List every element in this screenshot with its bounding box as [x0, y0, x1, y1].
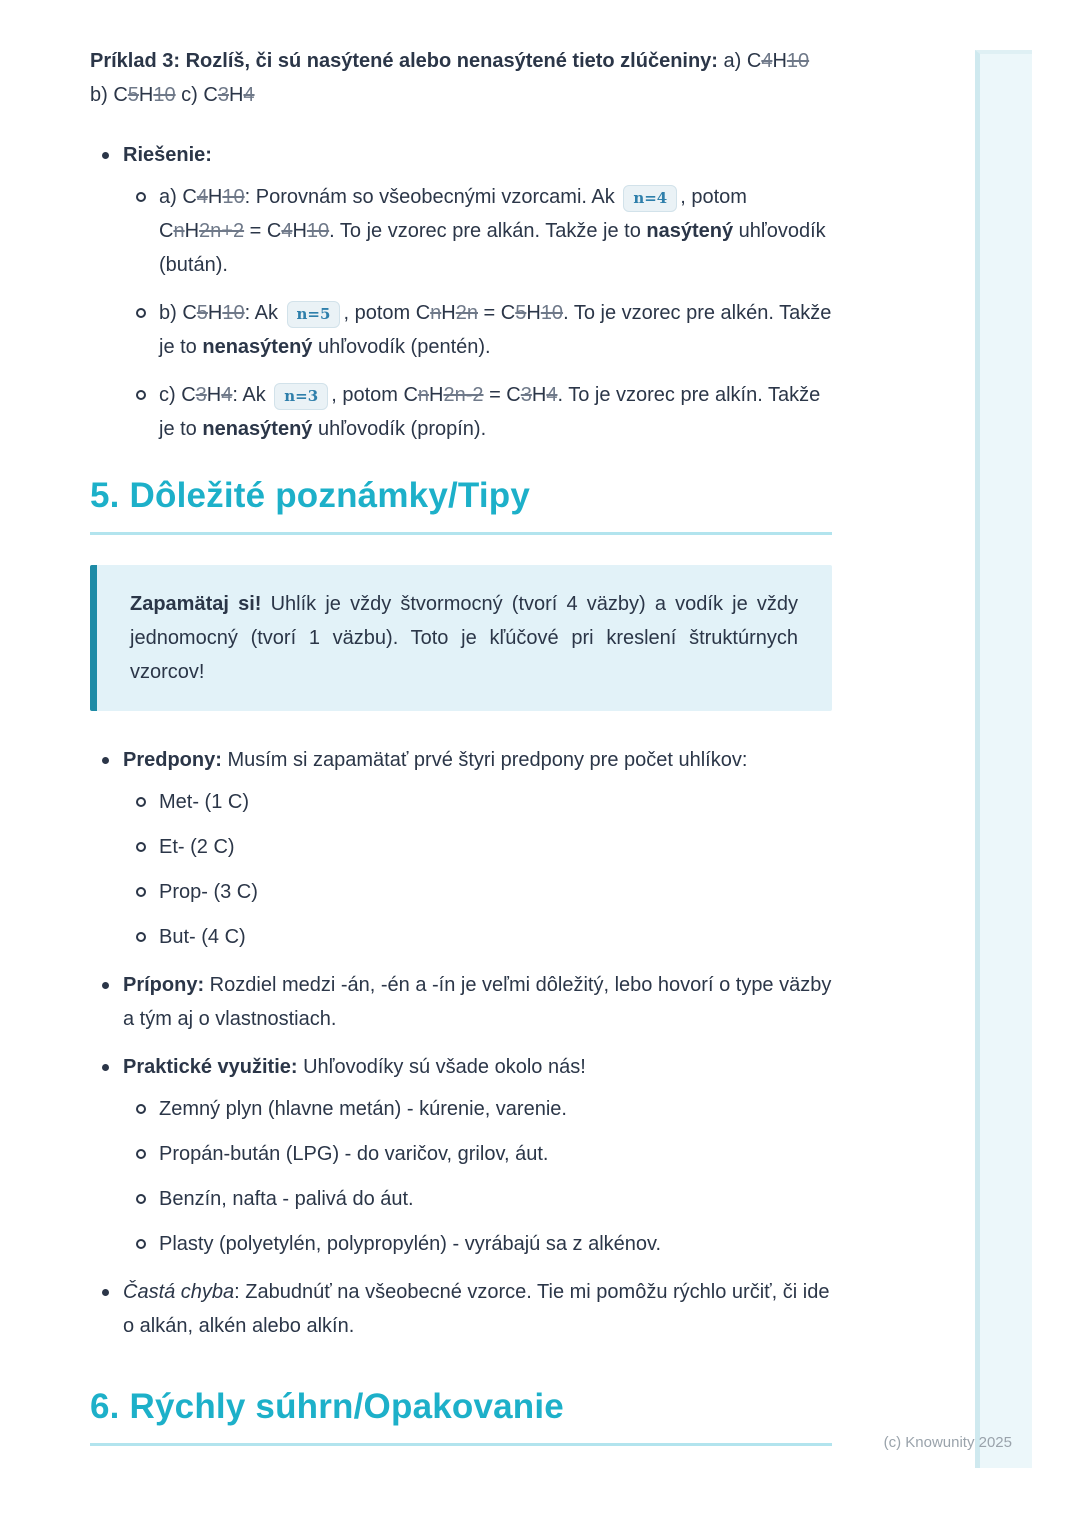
text-segment: 2n-2 — [443, 384, 484, 406]
solution-item — [123, 138, 832, 446]
text-segment: nenasýtený — [202, 418, 313, 440]
list-item — [159, 1182, 832, 1216]
tip-callout — [90, 565, 832, 711]
text-segment: H — [184, 220, 200, 242]
text-segment: 5 — [196, 302, 208, 324]
text-segment: 5 — [127, 84, 139, 106]
page-edge-decoration — [975, 50, 1032, 1468]
section-6-heading: 6. Rýchly súhrn/Opakovanie — [90, 1387, 832, 1446]
text-segment: 4 — [281, 220, 293, 242]
text-segment: H — [526, 302, 541, 324]
text-segment: H — [429, 384, 444, 406]
text-segment: 4 — [546, 384, 558, 406]
note-text — [123, 743, 832, 777]
math-chip: n=5 — [287, 301, 341, 328]
text-segment: Zapamätaj si! — [130, 593, 262, 615]
prefix-text: Prop- (3 C) — [159, 881, 258, 903]
note-text — [123, 1050, 832, 1084]
solution-label — [123, 138, 832, 172]
text-segment: uhľovodík (bután). — [159, 220, 826, 276]
list-item — [159, 920, 832, 954]
usage-text: Zemný plyn (hlavne metán) - kúrenie, varenie. — [159, 1098, 567, 1120]
copyright-footer: (c) Knowunity 2025 — [883, 1434, 1012, 1451]
text-segment: H — [292, 220, 307, 242]
usage-text: Benzín, nafta - palivá do áut. — [159, 1188, 414, 1210]
note-item-casta-chyba — [123, 1275, 832, 1343]
text-segment: 10 — [153, 84, 176, 106]
usage-text: Plasty (polyetylén, polypropylén) - vyrábajú sa z alkénov. — [159, 1233, 662, 1255]
text-segment: c) C — [175, 84, 218, 106]
prefix-text: Et- (2 C) — [159, 836, 235, 858]
text-segment: a) C — [159, 186, 197, 208]
text-segment: nenasýtený — [202, 336, 313, 358]
solution-step-text — [159, 180, 832, 282]
math-chip: n=3 — [274, 383, 328, 410]
text-segment: Predpony: — [123, 749, 222, 771]
text-segment: 10 — [222, 186, 245, 208]
text-segment: b) C — [90, 84, 128, 106]
text-segment: 10 — [540, 302, 564, 324]
list-item — [159, 1227, 832, 1261]
note-text — [123, 968, 832, 1036]
usage-text: Propán-bután (LPG) - do varičov, grilov, áut. — [159, 1143, 549, 1165]
text-segment: 4 — [761, 50, 773, 72]
text-segment: . To je vzorec pre alkén. Takže je to — [159, 302, 832, 358]
math-chip: n=4 — [623, 185, 677, 212]
text-segment: c) C — [159, 384, 196, 406]
list-item — [159, 1092, 832, 1126]
text-segment: H — [138, 84, 154, 106]
list-item — [159, 830, 832, 864]
callout-text — [130, 587, 798, 689]
text-segment: 3 — [217, 84, 229, 106]
text-segment: : Ak — [232, 384, 272, 406]
text-segment: 5 — [515, 302, 527, 324]
text-segment: H — [207, 186, 223, 208]
text-segment: 2n — [455, 302, 478, 324]
text-segment: Častá chyba — [123, 1281, 235, 1303]
text-segment: : Porovnám so všeobecnými vzorcami. Ak — [244, 186, 621, 208]
prefix-list — [123, 785, 832, 954]
text-segment: , potom C — [331, 384, 418, 406]
text-segment: nasýtený — [646, 220, 734, 242]
solution-step-text — [159, 296, 832, 364]
list-item — [159, 875, 832, 909]
text-segment: Uhľovodíky sú všade okolo nás! — [297, 1056, 586, 1078]
text-segment: 4 — [221, 384, 233, 406]
solution-step-a — [159, 180, 832, 282]
text-segment: Praktické využitie: — [123, 1056, 298, 1078]
text-segment: , potom C — [343, 302, 431, 324]
text-segment: . To je vzorec pre alkán. Takže je to — [329, 220, 647, 242]
note-item-pripony — [123, 968, 832, 1036]
usage-list — [123, 1092, 832, 1261]
note-item-predpony — [123, 743, 832, 954]
text-segment: 3 — [195, 384, 207, 406]
page-content — [90, 44, 832, 1446]
text-segment: H — [772, 50, 787, 72]
text-segment: 10 — [786, 50, 810, 72]
solution-steps-list — [123, 180, 832, 446]
text-segment: : Zabudnúť na všeobecné vzorce. Tie mi pomôžu rýchlo určiť, či ide o alkán, alkén alebo alkín. — [123, 1281, 830, 1337]
list-item — [159, 785, 832, 819]
text-segment: b) C — [159, 302, 197, 324]
text-segment: H — [207, 302, 223, 324]
text-segment: = C — [483, 384, 521, 406]
text-segment: 3 — [520, 384, 532, 406]
text-segment: Príklad 3: Rozlíš, či sú nasýtené alebo nenasýtené tieto zlúčeniny: — [90, 50, 718, 72]
text-segment: 4 — [196, 186, 208, 208]
text-segment: Riešenie: — [123, 144, 212, 166]
text-segment: . To je vzorec pre alkín. Takže je to — [159, 384, 821, 440]
text-segment: , potom C — [159, 186, 747, 242]
note-text — [123, 1275, 832, 1343]
text-segment: = C — [477, 302, 516, 324]
text-segment: a) C — [717, 50, 762, 72]
solution-step-b — [159, 296, 832, 364]
text-segment: 10 — [222, 302, 245, 324]
text-segment: H — [441, 302, 456, 324]
text-segment: H — [228, 84, 244, 106]
text-segment: Musím si zapamätať prvé štyri predpony pre počet uhlíkov: — [221, 749, 748, 771]
text-segment: H — [206, 384, 222, 406]
text-segment: n — [417, 384, 430, 406]
solution-step-text — [159, 378, 832, 446]
text-segment: H — [531, 384, 547, 406]
prefix-text: But- (4 C) — [159, 926, 246, 948]
solution-step-c — [159, 378, 832, 446]
text-segment: Rozdiel medzi -án, -én a -ín je veľmi dôležitý, lebo hovorí o type väzby a tým aj o vlastnostiach. — [123, 974, 832, 1030]
text-segment: Prípony: — [123, 974, 205, 996]
prefix-text: Met- (1 C) — [159, 791, 249, 813]
text-segment: = C — [244, 220, 282, 242]
text-segment: 10 — [306, 220, 330, 242]
note-item-prakticke-vyuzitie — [123, 1050, 832, 1261]
list-item — [159, 1137, 832, 1171]
text-segment: : Ak — [244, 302, 284, 324]
text-segment: 4 — [243, 84, 255, 106]
notes-list — [90, 743, 832, 1343]
text-segment: uhľovodík (propín). — [312, 418, 487, 440]
text-segment: 2n+2 — [199, 220, 245, 242]
text-segment: Uhlík je vždy štvormocný (tvorí 4 väzby) a vodík je vždy jednomocný (tvorí 1 väzbu). Toto je kľúčové pri kreslení štruktúrnych vzorcov! — [130, 593, 798, 683]
text-segment: n — [173, 220, 185, 242]
text-segment: uhľovodík (pentén). — [312, 336, 491, 358]
text-segment: n — [430, 302, 442, 324]
section-5-heading: 5. Dôležité poznámky/Tipy — [90, 476, 832, 535]
solution-list — [90, 138, 832, 446]
example-3-title — [90, 44, 832, 112]
